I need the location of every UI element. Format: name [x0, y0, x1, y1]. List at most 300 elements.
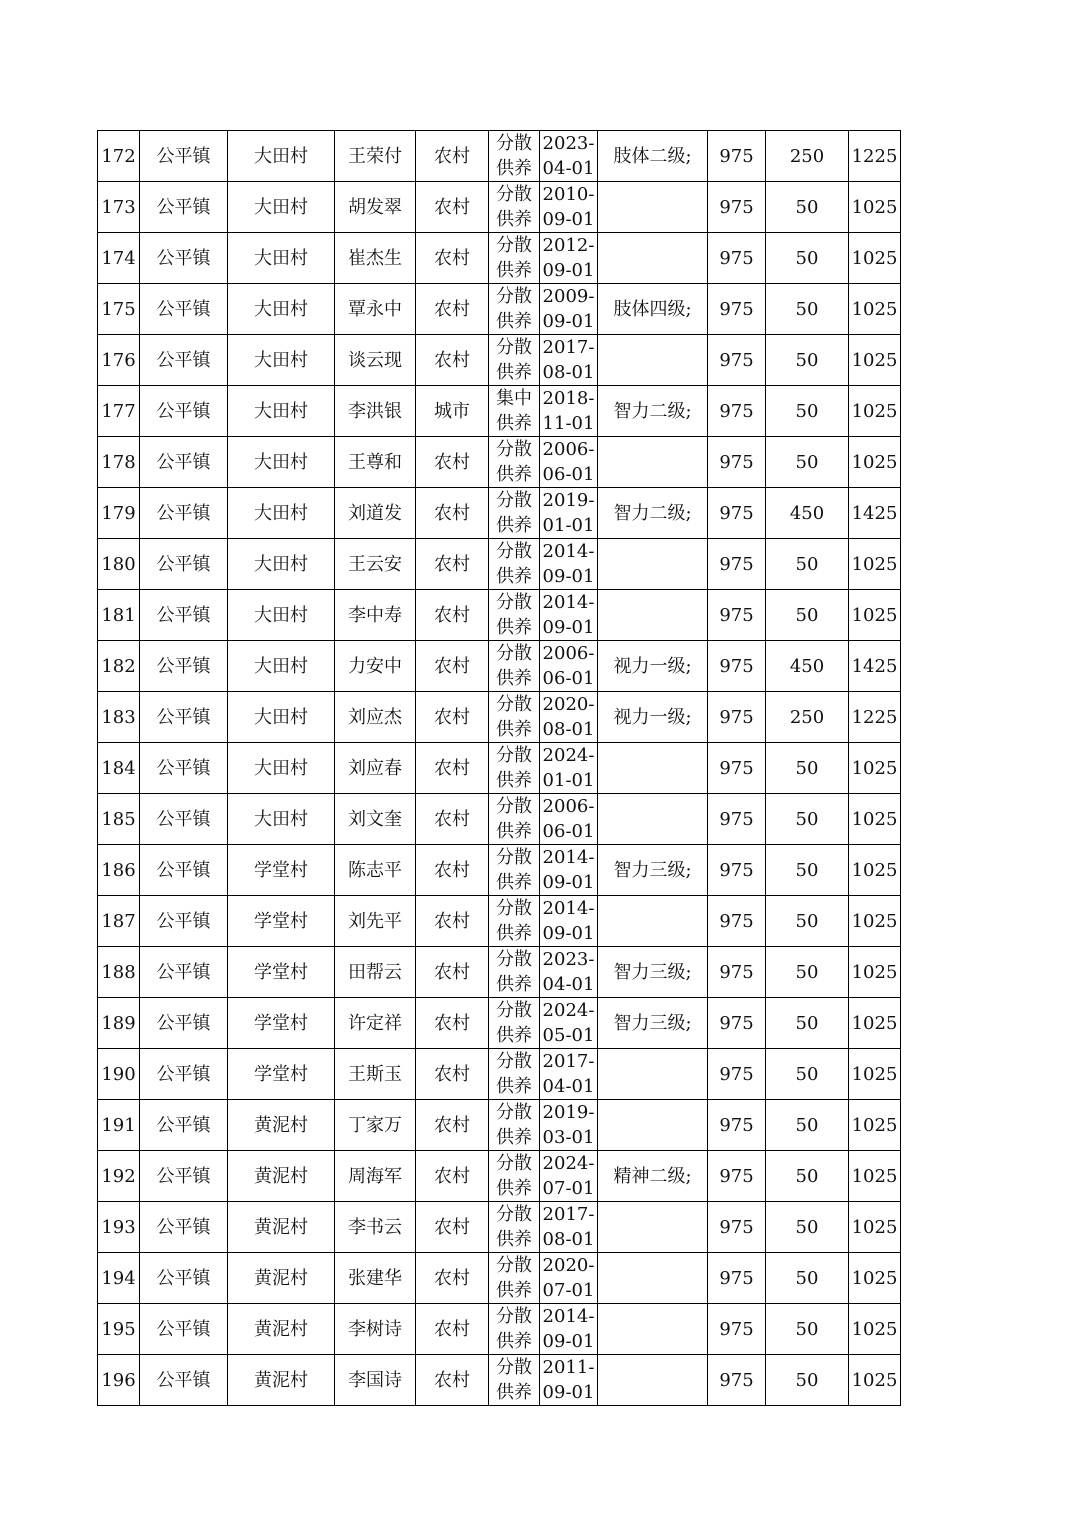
start-date-cell-line: 08-01 [542, 362, 595, 383]
row-number-cell: 191 [98, 1100, 140, 1151]
start-date-cell [540, 998, 598, 1049]
total-amount-cell: 1025 [849, 1253, 901, 1304]
name-cell: 李中寿 [335, 590, 416, 641]
area-type-cell: 农村 [416, 1202, 489, 1253]
start-date-cell [540, 845, 598, 896]
base-amount-cell: 975 [708, 1355, 766, 1406]
town-cell: 公平镇 [140, 743, 228, 794]
support-type-cell-line: 供养 [496, 1229, 532, 1250]
start-date-cell [540, 590, 598, 641]
base-amount-cell: 975 [708, 692, 766, 743]
support-type-cell [489, 437, 540, 488]
support-type-cell [489, 896, 540, 947]
support-type-cell-line: 分散 [496, 898, 532, 919]
support-type-cell-line: 分散 [496, 439, 532, 460]
base-amount-cell: 975 [708, 386, 766, 437]
support-type-cell [489, 743, 540, 794]
start-date-cell-line: 09-01 [542, 260, 595, 281]
support-type-cell [489, 386, 540, 437]
row-number-cell: 196 [98, 1355, 140, 1406]
area-type-cell: 农村 [416, 1253, 489, 1304]
base-amount-cell: 975 [708, 896, 766, 947]
support-type-cell-line: 分散 [496, 592, 532, 613]
name-cell: 覃永中 [335, 284, 416, 335]
start-date-cell-line: 2017- [542, 1051, 595, 1072]
base-amount-cell: 975 [708, 947, 766, 998]
disability-cell [598, 896, 708, 947]
total-amount-cell: 1425 [849, 488, 901, 539]
support-type-cell [489, 1253, 540, 1304]
support-type-cell-line: 分散 [496, 643, 532, 664]
disability-cell [598, 335, 708, 386]
start-date-cell-line: 07-01 [542, 1280, 595, 1301]
support-type-cell-line: 分散 [496, 1306, 532, 1327]
start-date-cell [540, 896, 598, 947]
start-date-cell-line: 09-01 [542, 311, 595, 332]
support-type-cell [489, 1202, 540, 1253]
total-amount-cell: 1025 [849, 1151, 901, 1202]
extra-amount-cell: 50 [766, 1100, 849, 1151]
support-type-cell-line: 供养 [496, 668, 532, 689]
name-cell: 李树诗 [335, 1304, 416, 1355]
disability-cell: 智力三级; [598, 998, 708, 1049]
village-cell: 大田村 [228, 794, 335, 845]
table-row [98, 896, 901, 947]
row-number-cell: 190 [98, 1049, 140, 1100]
support-type-cell-line: 分散 [496, 694, 532, 715]
support-type-cell-line: 分散 [496, 1102, 532, 1123]
town-cell: 公平镇 [140, 437, 228, 488]
base-amount-cell: 975 [708, 1100, 766, 1151]
area-type-cell: 农村 [416, 947, 489, 998]
base-amount-cell: 975 [708, 1304, 766, 1355]
town-cell: 公平镇 [140, 641, 228, 692]
support-type-cell-line: 供养 [496, 719, 532, 740]
total-amount-cell: 1025 [849, 845, 901, 896]
start-date-cell-line: 09-01 [542, 923, 595, 944]
area-type-cell: 农村 [416, 1049, 489, 1100]
base-amount-cell: 975 [708, 641, 766, 692]
row-number-cell: 178 [98, 437, 140, 488]
start-date-cell-line: 2014- [542, 592, 595, 613]
village-cell: 大田村 [228, 743, 335, 794]
town-cell: 公平镇 [140, 998, 228, 1049]
records-table [97, 130, 901, 1406]
row-number-cell: 194 [98, 1253, 140, 1304]
town-cell: 公平镇 [140, 1049, 228, 1100]
extra-amount-cell: 50 [766, 1151, 849, 1202]
support-type-cell-line: 供养 [496, 821, 532, 842]
support-type-cell-line: 供养 [496, 1076, 532, 1097]
support-type-cell [489, 1151, 540, 1202]
support-type-cell [489, 794, 540, 845]
village-cell: 大田村 [228, 386, 335, 437]
extra-amount-cell: 450 [766, 641, 849, 692]
extra-amount-cell: 50 [766, 1304, 849, 1355]
support-type-cell-line: 分散 [496, 235, 532, 256]
support-type-cell [489, 284, 540, 335]
area-type-cell: 农村 [416, 896, 489, 947]
start-date-cell [540, 1202, 598, 1253]
start-date-cell-line: 09-01 [542, 209, 595, 230]
support-type-cell-line: 集中 [496, 388, 532, 409]
base-amount-cell: 975 [708, 233, 766, 284]
name-cell: 胡发翠 [335, 182, 416, 233]
support-type-cell-line: 分散 [496, 1153, 532, 1174]
support-type-cell [489, 488, 540, 539]
disability-cell [598, 1355, 708, 1406]
support-type-cell [489, 590, 540, 641]
village-cell: 大田村 [228, 182, 335, 233]
base-amount-cell: 975 [708, 1049, 766, 1100]
disability-cell [598, 437, 708, 488]
support-type-cell-line: 供养 [496, 464, 532, 485]
table-row [98, 1304, 901, 1355]
area-type-cell: 农村 [416, 437, 489, 488]
support-type-cell-line: 供养 [496, 1127, 532, 1148]
support-type-cell-line: 供养 [496, 413, 532, 434]
support-type-cell [489, 998, 540, 1049]
total-amount-cell: 1025 [849, 947, 901, 998]
start-date-cell [540, 743, 598, 794]
village-cell: 黄泥村 [228, 1253, 335, 1304]
support-type-cell-line: 供养 [496, 770, 532, 791]
support-type-cell [489, 1100, 540, 1151]
start-date-cell-line: 2014- [542, 1306, 595, 1327]
disability-cell [598, 1100, 708, 1151]
support-type-cell [489, 233, 540, 284]
start-date-cell-line: 2006- [542, 643, 595, 664]
area-type-cell: 农村 [416, 1304, 489, 1355]
area-type-cell: 农村 [416, 284, 489, 335]
support-type-cell-line: 分散 [496, 796, 532, 817]
row-number-cell: 181 [98, 590, 140, 641]
support-type-cell-line: 供养 [496, 1331, 532, 1352]
base-amount-cell: 975 [708, 539, 766, 590]
name-cell: 刘应春 [335, 743, 416, 794]
extra-amount-cell: 50 [766, 947, 849, 998]
row-number-cell: 179 [98, 488, 140, 539]
support-type-cell-line: 分散 [496, 1051, 532, 1072]
row-number-cell: 176 [98, 335, 140, 386]
start-date-cell [540, 284, 598, 335]
village-cell: 大田村 [228, 692, 335, 743]
row-number-cell: 184 [98, 743, 140, 794]
total-amount-cell: 1025 [849, 182, 901, 233]
name-cell: 刘文奎 [335, 794, 416, 845]
town-cell: 公平镇 [140, 335, 228, 386]
total-amount-cell: 1225 [849, 692, 901, 743]
total-amount-cell: 1025 [849, 794, 901, 845]
support-type-cell [489, 131, 540, 182]
name-cell: 谈云现 [335, 335, 416, 386]
village-cell: 大田村 [228, 131, 335, 182]
total-amount-cell: 1025 [849, 998, 901, 1049]
row-number-cell: 177 [98, 386, 140, 437]
disability-cell [598, 590, 708, 641]
area-type-cell: 农村 [416, 998, 489, 1049]
name-cell: 王斯玉 [335, 1049, 416, 1100]
support-type-cell-line: 供养 [496, 311, 532, 332]
disability-cell: 视力一级; [598, 641, 708, 692]
start-date-cell-line: 2006- [542, 796, 595, 817]
support-type-cell-line: 供养 [496, 158, 532, 179]
village-cell: 黄泥村 [228, 1304, 335, 1355]
disability-cell [598, 1304, 708, 1355]
disability-cell: 智力三级; [598, 845, 708, 896]
support-type-cell-line: 分散 [496, 847, 532, 868]
name-cell: 田帮云 [335, 947, 416, 998]
extra-amount-cell: 50 [766, 794, 849, 845]
extra-amount-cell: 50 [766, 284, 849, 335]
disability-cell: 视力一级; [598, 692, 708, 743]
disability-cell [598, 539, 708, 590]
village-cell: 黄泥村 [228, 1100, 335, 1151]
start-date-cell-line: 2014- [542, 541, 595, 562]
table-row [98, 1100, 901, 1151]
total-amount-cell: 1225 [849, 131, 901, 182]
start-date-cell-line: 05-01 [542, 1025, 595, 1046]
support-type-cell-line: 分散 [496, 184, 532, 205]
base-amount-cell: 975 [708, 1253, 766, 1304]
extra-amount-cell: 50 [766, 386, 849, 437]
extra-amount-cell: 450 [766, 488, 849, 539]
name-cell: 周海军 [335, 1151, 416, 1202]
support-type-cell-line: 供养 [496, 515, 532, 536]
total-amount-cell: 1025 [849, 1049, 901, 1100]
start-date-cell-line: 06-01 [542, 464, 595, 485]
start-date-cell [540, 335, 598, 386]
table-row [98, 386, 901, 437]
extra-amount-cell: 50 [766, 182, 849, 233]
base-amount-cell: 975 [708, 131, 766, 182]
disability-cell [598, 1049, 708, 1100]
start-date-cell-line: 2017- [542, 1204, 595, 1225]
disability-cell [598, 182, 708, 233]
disability-cell: 精神二级; [598, 1151, 708, 1202]
town-cell: 公平镇 [140, 590, 228, 641]
row-number-cell: 180 [98, 539, 140, 590]
table-row [98, 590, 901, 641]
support-type-cell-line: 供养 [496, 1025, 532, 1046]
start-date-cell-line: 08-01 [542, 1229, 595, 1250]
town-cell: 公平镇 [140, 284, 228, 335]
start-date-cell [540, 947, 598, 998]
support-type-cell-line: 供养 [496, 923, 532, 944]
extra-amount-cell: 50 [766, 539, 849, 590]
name-cell: 力安中 [335, 641, 416, 692]
area-type-cell: 城市 [416, 386, 489, 437]
table-row [98, 947, 901, 998]
support-type-cell [489, 1049, 540, 1100]
total-amount-cell: 1025 [849, 284, 901, 335]
name-cell: 许定祥 [335, 998, 416, 1049]
table-row [98, 1049, 901, 1100]
start-date-cell [540, 1304, 598, 1355]
total-amount-cell: 1025 [849, 1202, 901, 1253]
town-cell: 公平镇 [140, 182, 228, 233]
start-date-cell-line: 2017- [542, 337, 595, 358]
start-date-cell [540, 1253, 598, 1304]
area-type-cell: 农村 [416, 233, 489, 284]
disability-cell: 智力二级; [598, 488, 708, 539]
start-date-cell-line: 2023- [542, 949, 595, 970]
village-cell: 大田村 [228, 488, 335, 539]
total-amount-cell: 1025 [849, 335, 901, 386]
start-date-cell-line: 11-01 [542, 413, 595, 434]
town-cell: 公平镇 [140, 794, 228, 845]
start-date-cell-line: 2024- [542, 1153, 595, 1174]
town-cell: 公平镇 [140, 386, 228, 437]
name-cell: 张建华 [335, 1253, 416, 1304]
row-number-cell: 182 [98, 641, 140, 692]
town-cell: 公平镇 [140, 233, 228, 284]
name-cell: 李书云 [335, 1202, 416, 1253]
start-date-cell-line: 2023- [542, 133, 595, 154]
support-type-cell-line: 分散 [496, 541, 532, 562]
support-type-cell [489, 182, 540, 233]
start-date-cell-line: 2014- [542, 847, 595, 868]
start-date-cell [540, 692, 598, 743]
name-cell: 王荣付 [335, 131, 416, 182]
village-cell: 学堂村 [228, 1049, 335, 1100]
row-number-cell: 186 [98, 845, 140, 896]
village-cell: 大田村 [228, 539, 335, 590]
base-amount-cell: 975 [708, 590, 766, 641]
support-type-cell-line: 分散 [496, 1204, 532, 1225]
base-amount-cell: 975 [708, 1151, 766, 1202]
area-type-cell: 农村 [416, 692, 489, 743]
town-cell: 公平镇 [140, 131, 228, 182]
start-date-cell-line: 2020- [542, 1255, 595, 1276]
base-amount-cell: 975 [708, 182, 766, 233]
support-type-cell-line: 供养 [496, 1280, 532, 1301]
base-amount-cell: 975 [708, 335, 766, 386]
table-row [98, 845, 901, 896]
start-date-cell-line: 2009- [542, 286, 595, 307]
support-type-cell-line: 供养 [496, 209, 532, 230]
table-row [98, 1355, 901, 1406]
table-row [98, 692, 901, 743]
town-cell: 公平镇 [140, 539, 228, 590]
area-type-cell: 农村 [416, 845, 489, 896]
start-date-cell-line: 07-01 [542, 1178, 595, 1199]
start-date-cell [540, 794, 598, 845]
total-amount-cell: 1025 [849, 386, 901, 437]
start-date-cell-line: 06-01 [542, 668, 595, 689]
start-date-cell-line: 2019- [542, 490, 595, 511]
table-row [98, 1253, 901, 1304]
name-cell: 刘应杰 [335, 692, 416, 743]
support-type-cell-line: 供养 [496, 1178, 532, 1199]
start-date-cell-line: 03-01 [542, 1127, 595, 1148]
table-row [98, 794, 901, 845]
area-type-cell: 农村 [416, 131, 489, 182]
town-cell: 公平镇 [140, 896, 228, 947]
total-amount-cell: 1025 [849, 1355, 901, 1406]
row-number-cell: 195 [98, 1304, 140, 1355]
row-number-cell: 174 [98, 233, 140, 284]
base-amount-cell: 975 [708, 284, 766, 335]
disability-cell [598, 1253, 708, 1304]
village-cell: 黄泥村 [228, 1355, 335, 1406]
table-row [98, 1151, 901, 1202]
area-type-cell: 农村 [416, 488, 489, 539]
support-type-cell [489, 335, 540, 386]
row-number-cell: 175 [98, 284, 140, 335]
village-cell: 大田村 [228, 335, 335, 386]
base-amount-cell: 975 [708, 1202, 766, 1253]
town-cell: 公平镇 [140, 1151, 228, 1202]
support-type-cell-line: 分散 [496, 1357, 532, 1378]
support-type-cell-line: 供养 [496, 260, 532, 281]
start-date-cell-line: 09-01 [542, 617, 595, 638]
support-type-cell-line: 分散 [496, 133, 532, 154]
base-amount-cell: 975 [708, 437, 766, 488]
name-cell: 陈志平 [335, 845, 416, 896]
town-cell: 公平镇 [140, 1304, 228, 1355]
name-cell: 王云安 [335, 539, 416, 590]
base-amount-cell: 975 [708, 743, 766, 794]
start-date-cell-line: 2006- [542, 439, 595, 460]
support-type-cell-line: 供养 [496, 872, 532, 893]
village-cell: 大田村 [228, 284, 335, 335]
town-cell: 公平镇 [140, 692, 228, 743]
start-date-cell-line: 2014- [542, 898, 595, 919]
row-number-cell: 172 [98, 131, 140, 182]
support-type-cell [489, 947, 540, 998]
start-date-cell-line: 09-01 [542, 1382, 595, 1403]
row-number-cell: 193 [98, 1202, 140, 1253]
total-amount-cell: 1025 [849, 437, 901, 488]
extra-amount-cell: 250 [766, 692, 849, 743]
village-cell: 学堂村 [228, 896, 335, 947]
area-type-cell: 农村 [416, 1355, 489, 1406]
extra-amount-cell: 50 [766, 1049, 849, 1100]
disability-cell: 智力二级; [598, 386, 708, 437]
table-row [98, 641, 901, 692]
start-date-cell-line: 2010- [542, 184, 595, 205]
row-number-cell: 173 [98, 182, 140, 233]
support-type-cell [489, 692, 540, 743]
area-type-cell: 农村 [416, 335, 489, 386]
village-cell: 学堂村 [228, 998, 335, 1049]
row-number-cell: 185 [98, 794, 140, 845]
table-body [98, 131, 901, 1406]
table-row [98, 182, 901, 233]
row-number-cell: 188 [98, 947, 140, 998]
table-row [98, 488, 901, 539]
total-amount-cell: 1025 [849, 896, 901, 947]
support-type-cell [489, 1355, 540, 1406]
base-amount-cell: 975 [708, 794, 766, 845]
support-type-cell-line: 分散 [496, 286, 532, 307]
town-cell: 公平镇 [140, 1100, 228, 1151]
start-date-cell [540, 386, 598, 437]
start-date-cell-line: 04-01 [542, 158, 595, 179]
extra-amount-cell: 50 [766, 845, 849, 896]
start-date-cell-line: 09-01 [542, 1331, 595, 1352]
area-type-cell: 农村 [416, 1151, 489, 1202]
name-cell: 王尊和 [335, 437, 416, 488]
area-type-cell: 农村 [416, 182, 489, 233]
support-type-cell [489, 539, 540, 590]
table-row [98, 335, 901, 386]
extra-amount-cell: 50 [766, 896, 849, 947]
town-cell: 公平镇 [140, 1355, 228, 1406]
start-date-cell [540, 1100, 598, 1151]
base-amount-cell: 975 [708, 998, 766, 1049]
